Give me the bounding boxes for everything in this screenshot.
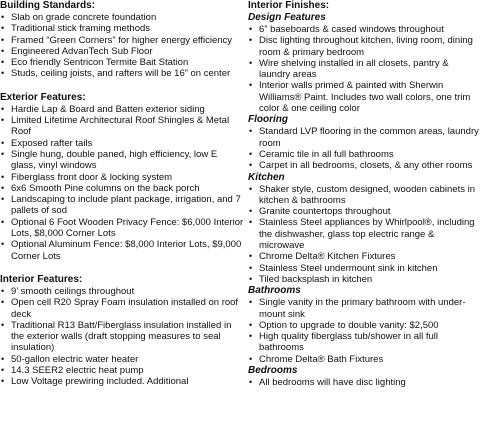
building-standards-list (0, 12, 244, 80)
list-item: • Granite countertops throughout (248, 206, 480, 217)
list-item: • 9’ smooth ceilings throughout (0, 286, 244, 297)
list-item: • Stainless Steel undermount sink in kitchen (248, 263, 480, 274)
list-item: • All bedrooms will have disc lighting (248, 377, 480, 388)
list-item: • Ceramic tile in all full bathrooms (248, 149, 480, 160)
interior-features-heading: Interior Features: (0, 273, 83, 285)
list-item: • Optional 6 Foot Wooden Privacy Fence: $6,000 Interior Lots, $8,000 Corner Lots (0, 217, 244, 240)
bathrooms-list (248, 297, 480, 365)
bedrooms-list (248, 377, 480, 388)
list-item: • Low Voltage prewiring included. Additional (0, 376, 244, 387)
left-column (0, 0, 244, 388)
exterior-features-list (0, 104, 244, 262)
list-item: • Interior walls primed & painted with Sherwin Williams® Paint. Includes two wall colors, one trim color & one ceiling color (248, 80, 480, 114)
list-item: • 6x6 Smooth Pine columns on the back porch (0, 183, 244, 194)
list-item: • Chrome Delta® Bath Fixtures (248, 354, 480, 365)
interior-features-list (0, 286, 244, 388)
bathrooms-subheading: Bathrooms (248, 285, 301, 297)
interior-finishes-heading: Interior Finishes: (248, 0, 330, 11)
list-item: • Landscaping to include plant package, irrigation, and 7 pallets of sod (0, 194, 244, 217)
bedrooms-subheading: Bedrooms (248, 365, 298, 377)
list-item: • Carpet in all bedrooms, closets, & any other rooms (248, 160, 480, 171)
list-item: • Wire shelving installed in all closets, pantry & laundry areas (248, 58, 480, 81)
design-features-list (248, 24, 480, 114)
list-item: • Disc lighting throughout kitchen, living room, dining room & primary bedroom (248, 35, 480, 58)
list-item: • Traditional R13 Batt/Fiberglass insulation installed in the exterior walls (draft stopping measures to seal insulation) (0, 320, 244, 354)
list-item: • Open cell R20 Spray Foam insulation installed on roof deck (0, 297, 244, 320)
list-item: • Exposed rafter tails (0, 138, 244, 149)
list-item: • Single hung, double paned, high efficiency, low E glass, vinyl windows (0, 149, 244, 172)
list-item: • Traditional stick framing methods (0, 23, 244, 34)
list-item: • 14.3 SEER2 electric heat pump (0, 365, 244, 376)
list-item: • Optional Aluminum Fence: $8,000 Interior Lots, $9,000 Corner Lots (0, 239, 244, 262)
list-item: • 6” baseboards & cased windows throughout (248, 24, 480, 35)
list-item: • Standard LVP flooring in the common areas, laundry room (248, 126, 480, 149)
list-item: • Slab on grade concrete foundation (0, 12, 244, 23)
design-features-subheading: Design Features (248, 12, 326, 23)
list-item: • Studs, ceiling joists, and rafters will be 16” on center (0, 68, 244, 79)
exterior-features-heading: Exterior Features: (0, 91, 86, 103)
list-item: • Eco friendly Sentricon Termite Bait Station (0, 57, 244, 68)
list-item: • Fiberglass front door & locking system (0, 172, 244, 183)
list-item: • Engineered AdvanTech Sub Floor (0, 46, 244, 57)
building-standards-heading: Building Standards: (0, 0, 95, 11)
list-item: • Chrome Delta® Kitchen Fixtures (248, 251, 480, 262)
list-item: • Hardie Lap & Board and Batten exterior siding (0, 104, 244, 115)
list-item: • 50-gallon electric water heater (0, 354, 244, 365)
list-item: • Stainless Steel appliances by Whirlpool®, including the dishwasher, glass top electric range & microwave (248, 217, 480, 251)
right-column (248, 0, 480, 388)
flooring-list (248, 126, 480, 171)
flooring-subheading: Flooring (248, 114, 288, 126)
list-item: • High quality fiberglass tub/shower in all full bathrooms (248, 331, 480, 354)
list-item: • Option to upgrade to double vanity: $2,500 (248, 320, 480, 331)
list-item: • Framed “Green Corners” for higher energy efficiency (0, 35, 244, 46)
kitchen-list (248, 184, 480, 286)
list-item: • Tiled backsplash in kitchen (248, 274, 480, 285)
list-item: • Single vanity in the primary bathroom with under-mount sink (248, 297, 480, 320)
list-item: • Shaker style, custom designed, wooden cabinets in kitchen & bathrooms (248, 184, 480, 207)
list-item: • Limited Lifetime Architectural Roof Shingles & Metal Roof (0, 115, 244, 138)
kitchen-subheading: Kitchen (248, 171, 285, 183)
